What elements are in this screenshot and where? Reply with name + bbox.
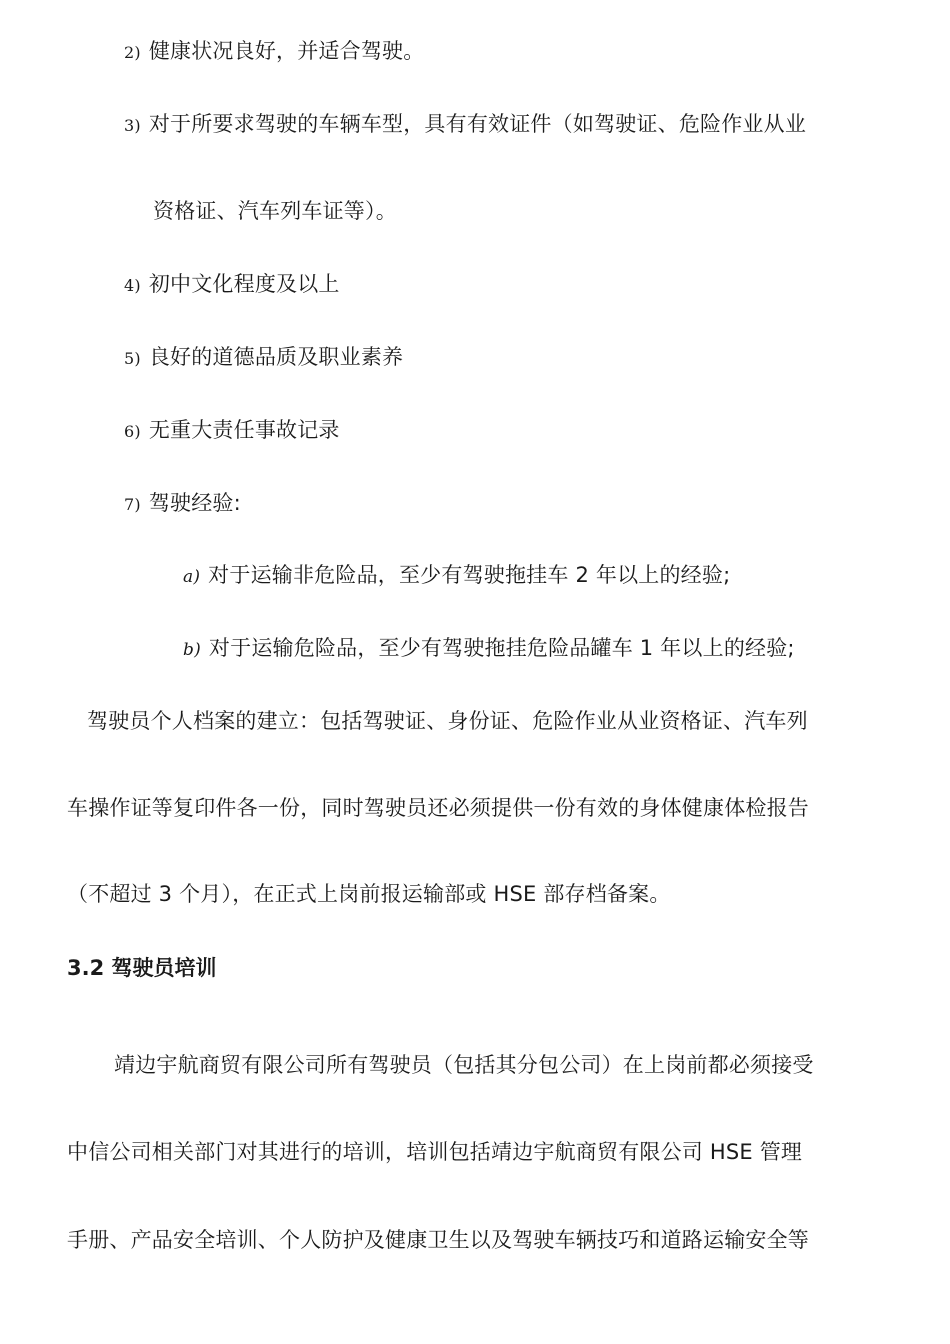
list-text: 初中文化程度及以上 (148, 272, 340, 296)
training-paragraph-line-2: 中信公司相关部门对其进行的培训，培训包括靖边宇航商贸有限公司 HSE 管理 (67, 1140, 803, 1164)
sub-item-a (183, 561, 730, 591)
list-number: 6) (124, 422, 141, 441)
list-number: 5) (124, 349, 141, 368)
list-text: 驾驶经验: (148, 491, 241, 515)
sub-item-b (183, 634, 795, 664)
list-item-3-continuation: 资格证、汽车列车证等）。 (153, 199, 397, 223)
list-item-2 (124, 37, 424, 67)
list-text: 对于所要求驾驶的车辆车型，具有有效证件（如驾驶证、危险作业从业 (148, 112, 807, 136)
list-item-6 (124, 416, 340, 446)
section-heading: 3.2 驾驶员培训 (67, 956, 217, 980)
list-text: 良好的道德品质及职业素养 (148, 345, 404, 369)
sub-letter: a) (183, 567, 201, 587)
list-item-5 (124, 343, 403, 373)
archive-paragraph-line-2: 车操作证等复印件各一份，同时驾驶员还必须提供一份有效的身体健康体检报告 (67, 796, 809, 820)
list-number: 3) (124, 116, 141, 135)
list-text: 无重大责任事故记录 (148, 418, 340, 442)
list-number: 2) (124, 43, 141, 62)
sub-text: 对于运输非危险品，至少有驾驶拖挂车 2 年以上的经验; (208, 563, 731, 587)
sub-text: 对于运输危险品，至少有驾驶拖挂危险品罐车 1 年以上的经验; (208, 636, 795, 660)
training-paragraph-line-1: 靖边宇航商贸有限公司所有驾驶员（包括其分包公司）在上岗前都必须接受 (114, 1053, 814, 1077)
archive-paragraph-line-1: 驾驶员个人档案的建立：包括驾驶证、身份证、危险作业从业资格证、汽车列 (87, 709, 808, 733)
list-item-4 (124, 270, 340, 300)
sub-letter: b) (183, 640, 201, 660)
list-number: 4) (124, 276, 141, 295)
list-number: 7) (124, 495, 141, 514)
list-item-3 (124, 110, 806, 140)
training-paragraph-line-3: 手册、产品安全培训、个人防护及健康卫生以及驾驶车辆技巧和道路运输安全等 (67, 1228, 809, 1252)
list-item-7 (124, 489, 241, 519)
list-text: 健康状况良好，并适合驾驶。 (148, 39, 425, 63)
archive-paragraph-line-3: （不超过 3 个月），在正式上岗前报运输部或 HSE 部存档备案。 (67, 882, 671, 906)
